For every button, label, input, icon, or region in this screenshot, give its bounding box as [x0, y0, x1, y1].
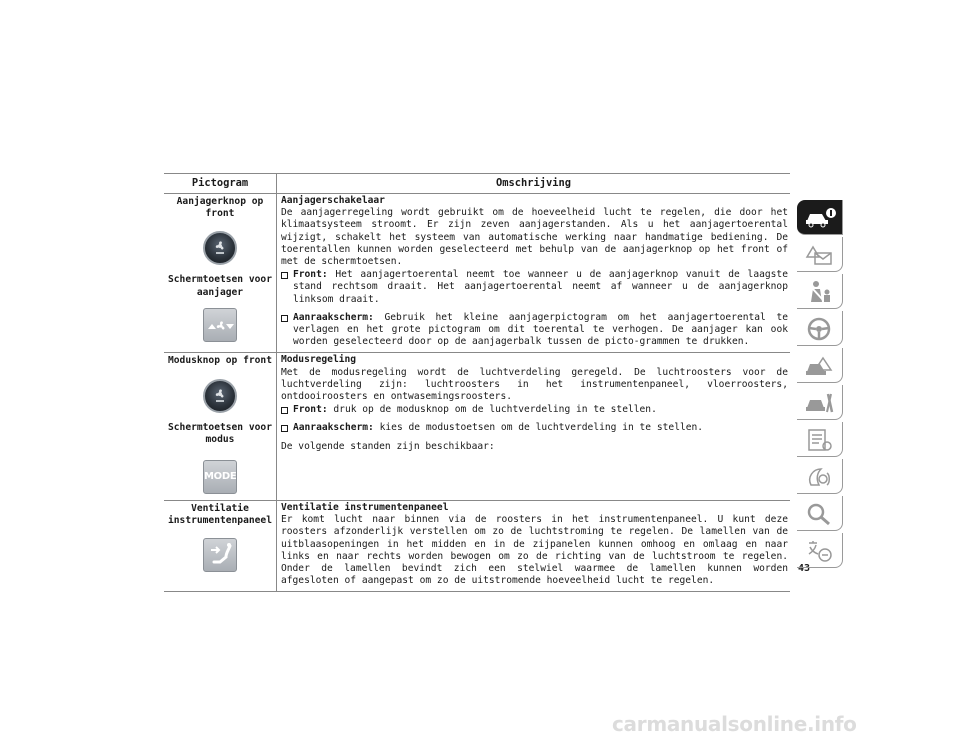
- bullet-term: Front:: [292, 269, 328, 281]
- icon-label: Ventilatie instrumentenpaneel: [168, 503, 272, 527]
- section-intro: Met de modusregeling wordt de luchtverdeling geregeld. De luchtroosters voor de luchtverdeling zijn: luchtroosters in het instrumentenpaneel, vloerroosters, ontdooiroosters en ontwasemingsroosters.: [280, 366, 788, 403]
- car-info-icon: [803, 204, 837, 230]
- table-row-mode: [164, 353, 790, 501]
- chapter-tab-language[interactable]: [797, 533, 843, 568]
- bullet-text: Het aanjagertoerental neemt toe wanneer u de aanjagerknop vanuit de laagste stand rechtsom draait. Het aanjagertoerental neemt af wanneer u de aanjagerknop linksom draait.: [292, 269, 788, 305]
- bullet-term: Aanraakscherm:: [292, 422, 374, 434]
- table-header-row: [164, 174, 790, 194]
- pictogram-cell: [164, 194, 276, 353]
- checkbox-bullet-icon: [281, 425, 288, 432]
- header-pictogram: Pictogram: [164, 174, 276, 194]
- bullet-text: kies de modustoetsen om de luchtverdeling in te stellen.: [373, 422, 704, 434]
- chapter-tab-warnings[interactable]: [797, 237, 843, 272]
- section-intro: Er komt lucht naar binnen via de roosters in het instrumentenpaneel. U kunt deze roosters afzonderlijk verstellen om zo de luchtstroming te regelen. De lamellen van de uitblaasopeningen in het midden en in de zijpanelen kunnen omhoog en omlaag en naar links en naar rechts worden bewogen om zo de richting van de luchtstroom te regelen. Onder de lamellen bevindt zich een stelwiel waarmee de lamellen kunnen worden afgesloten of aangepast om zo de uitstromende hoeveelheid lucht te regelen.: [280, 514, 788, 587]
- description-cell: [276, 501, 790, 592]
- mode-screen-button-icon: [203, 460, 237, 494]
- chapter-tab-car-info[interactable]: [797, 200, 843, 235]
- media-sound-icon: [803, 463, 837, 491]
- checkbox-bullet-icon: [281, 272, 288, 279]
- pictogram-cell: [164, 353, 276, 501]
- language-icon: [803, 537, 837, 565]
- mode-knob-icon: [203, 379, 237, 413]
- chapter-tab-multimedia[interactable]: [797, 459, 843, 494]
- chapter-tab-specs[interactable]: [797, 422, 843, 457]
- table-row-panel-vents: [164, 501, 790, 592]
- climate-controls-table: [164, 173, 790, 592]
- bullet-term: Front:: [292, 404, 328, 416]
- bullet-term: Aanraakscherm:: [292, 311, 374, 323]
- description-cell: [276, 353, 790, 501]
- bullet-item: [281, 404, 788, 416]
- icon-label: Aanjagerknop op front: [176, 196, 264, 220]
- steering-wheel-icon: [803, 315, 837, 343]
- section-title: Modusregeling: [280, 354, 357, 366]
- chapter-tab-service[interactable]: [797, 385, 843, 420]
- crash-icon: [803, 352, 837, 380]
- blower-screen-buttons-icon: [203, 308, 237, 342]
- checkbox-bullet-icon: [281, 407, 288, 414]
- search-icon: [803, 500, 837, 528]
- pictogram-cell: [164, 501, 276, 592]
- chapter-tab-index[interactable]: [797, 496, 843, 531]
- warning-mail-icon: [803, 241, 837, 269]
- header-description: Omschrijving: [276, 174, 790, 194]
- checklist-icon: [803, 426, 837, 454]
- chapter-tab-emergency[interactable]: [797, 348, 843, 383]
- chapter-tab-driving[interactable]: [797, 311, 843, 346]
- icon-label: Schermtoetsen voor modus: [168, 421, 272, 445]
- section-title: Ventilatie instrumentenpaneel: [280, 502, 449, 514]
- chapter-tab-safety[interactable]: [797, 274, 843, 309]
- car-service-icon: [803, 389, 837, 417]
- bullet-item: [281, 269, 788, 306]
- checkbox-bullet-icon: [281, 315, 288, 322]
- description-cell: [276, 194, 790, 353]
- table-row-blower: [164, 194, 790, 353]
- section-outro: De volgende standen zijn beschikbaar:: [280, 440, 495, 452]
- mode-tile-label: MODE: [203, 471, 237, 483]
- seatbelt-child-icon: [803, 278, 837, 306]
- chapter-tabs: [797, 200, 843, 570]
- bullet-item: [281, 422, 788, 434]
- watermark: carmanualsonline.info: [612, 712, 857, 736]
- section-intro: De aanjagerregeling wordt gebruikt om de hoeveelheid lucht te regelen, die door het klimaatsysteem stroomt. Er zijn zeven aanjagerstanden. Als u het aanjagertoerental wijzigt, schakelt het systeem van automatische werking naar handmatige bediening. De toerentallen kunnen worden geselecteerd met behulp van de aanjagerknop op het front of met de schermtoetsen.: [280, 207, 788, 268]
- icon-label: Modusknop op front: [168, 355, 272, 367]
- bullet-text: druk op de modusknop om de luchtverdeling in te stellen.: [327, 404, 657, 416]
- blower-knob-icon: [203, 231, 237, 265]
- panel-vent-mode-icon: [203, 538, 237, 572]
- bullet-item: [281, 312, 788, 349]
- bullet-text: Gebruik het kleine aanjagerpictogram om het aanjagertoerental te verlagen en het grote pictogram om dit toerental te verhogen. De aanjager kan ook worden geselecteerd door op de aanjagerbalk tussen de picto-grammen te drukken.: [292, 311, 788, 348]
- page-number: 43: [798, 563, 811, 574]
- icon-label: Schermtoetsen voor aanjager: [168, 274, 272, 298]
- section-title: Aanjagerschakelaar: [280, 195, 385, 206]
